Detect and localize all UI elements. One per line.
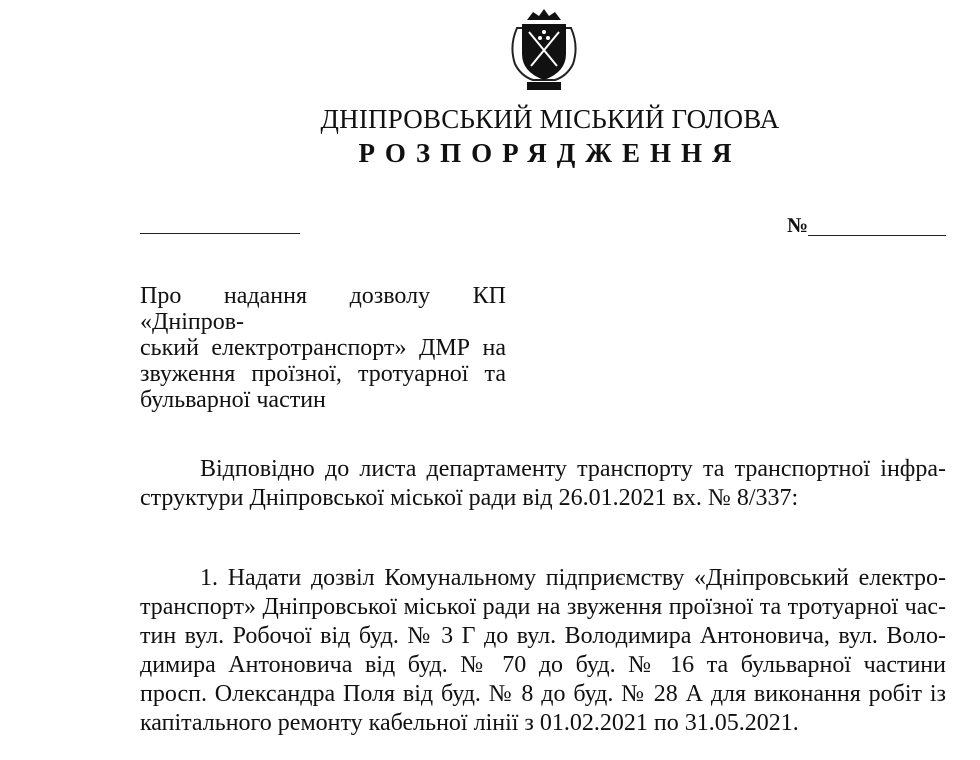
subject-line: бульварної частин [140,387,326,413]
document-subject [140,283,506,413]
coat-of-arms-icon [505,6,583,92]
paragraph-line: тин вул. Робочої від буд. № 3 Г до вул. Володимира Антоновича, вул. Воло- [140,623,946,649]
subject-line: звуження проїзної, тротуарної та [140,361,506,387]
subject-line: Про надання дозволу КП «Дніпров- [140,283,506,335]
number-label: № [787,213,809,237]
item-1-paragraph [140,564,946,738]
paragraph-line: Відповідно до листа департаменту транспорту та транспортної інфра- [200,456,946,482]
paragraph-line: просп. Олександра Поля від буд. № 8 до буд. № 28 А для виконання робіт із [140,681,946,707]
paragraph-line: капітального ремонту кабельної лінії з 01.02.2021 по 31.05.2021. [140,710,799,736]
preamble-paragraph [140,455,946,513]
paragraph-line: транспорт» Дніпровської міської ради на звуження проїзної та тротуарної час- [140,594,946,620]
authority-title: ДНІПРОВСЬКИЙ МІСЬКИЙ ГОЛОВА [320,104,780,134]
paragraph-line: структури Дніпровської міської ради від 26.01.2021 вх. № 8/337: [140,485,799,511]
date-blank-line [140,233,300,234]
document-type-title: РОЗПОРЯДЖЕННЯ [358,138,742,168]
number-blank-line [808,235,946,236]
paragraph-line: димира Антоновича від буд. № 70 до буд. № 16 та бульварної частини [140,652,946,678]
subject-line: ський електротранспорт» ДМР на [140,335,506,361]
paragraph-line: 1. Надати дозвіл Комунальному підприємству «Дніпровський електро- [200,565,946,591]
